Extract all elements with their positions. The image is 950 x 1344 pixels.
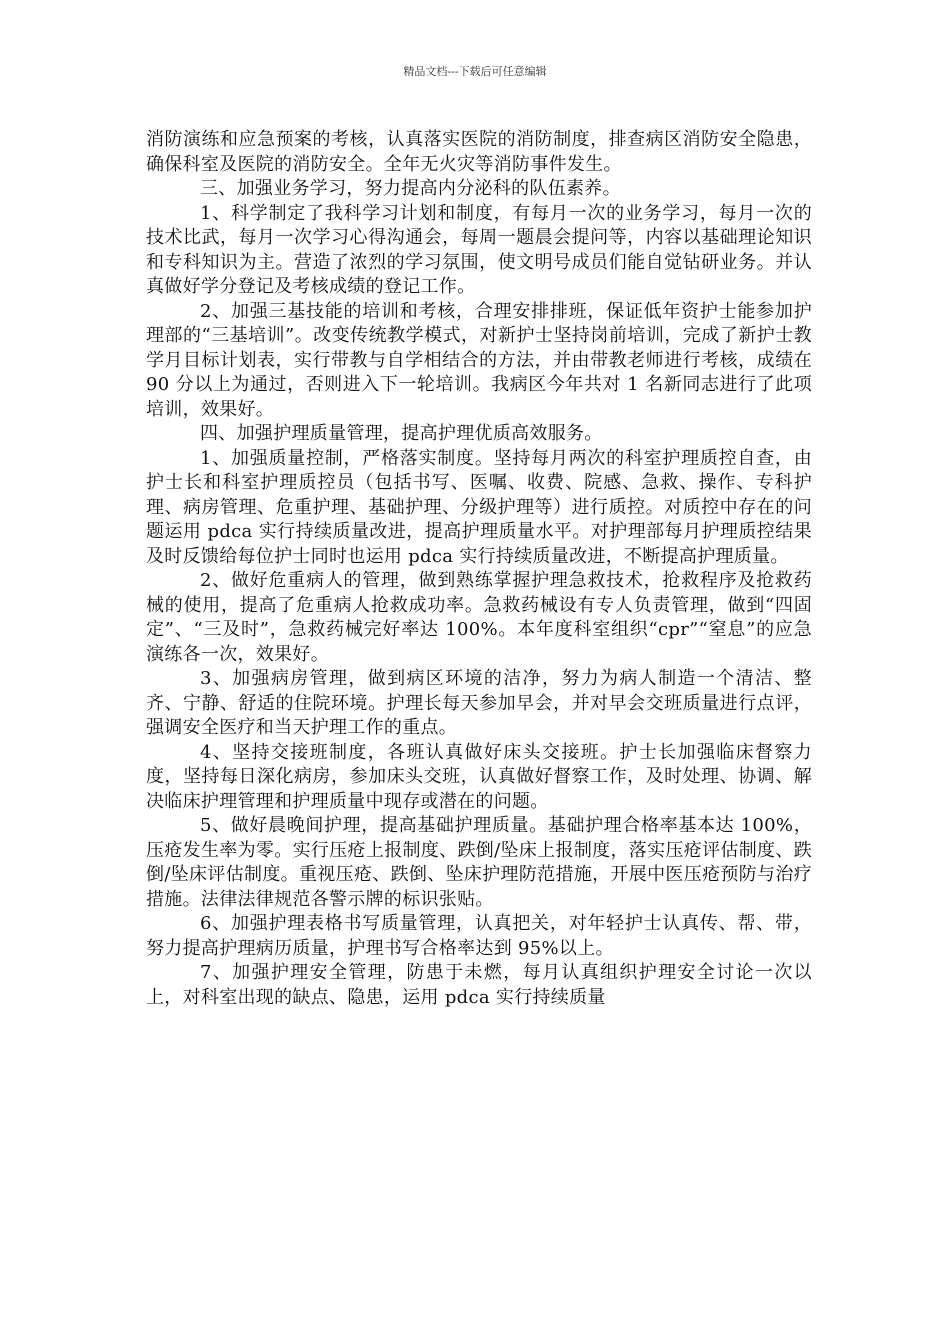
paragraph-4-5: 5、做好晨晚间护理，提高基础护理质量。基础护理合格率基本达 100%，压疮发生率为零。实行压疮上报制度、跌倒/坠床上报制度，落实压疮评估制度、跌倒/坠床评估制度。重视压疮、跌倒、坠床护理防范措施，开展中医压疮预防与治疗措施。法律法律规范各警示牌的标识张贴。 (146, 815, 812, 910)
page-header: 精品文档---下载后可任意编辑 (403, 65, 547, 78)
paragraph-3-1: 1、科学制定了我科学习计划和制度，有每月一次的业务学习，每月一次的技术比武，每月一次学习心得沟通会，每周一题晨会提问等，内容以基础理论知识和专科知识为主。营造了浓烈的学习氛围，使文明号成员们能自觉钻研业务。并认真做好学分登记及考核成绩的登记工作。 (146, 202, 812, 297)
paragraph-4-3: 3、加强病房管理，做到病区环境的洁净，努力为病人制造一个清洁、整齐、宁静、舒适的住院环境。护理长每天参加早会，并对早会交班质量进行点评，强调安全医疗和当天护理工作的重点。 (146, 668, 812, 738)
paragraph-4-7: 7、加强护理安全管理，防患于未燃，每月认真组织护理安全讨论一次以上，对科室出现的缺点、隐患，运用 pdca 实行持续质量 (146, 962, 812, 1008)
paragraph-3-2: 2、加强三基技能的培训和考核，合理安排排班，保证低年资护士能参加护理部的“三基培训”。改变传统教学模式，对新护士坚持岗前培训，完成了新护士教学月目标计划表，实行带教与自学相结合的方法，并由带教老师进行考核，成绩在 90 分以上为通过，否则进入下一轮培训。我病区今年共对 1 名新同志进行了此项培训，效果好。 (146, 300, 812, 420)
paragraph-4-6: 6、加强护理表格书写质量管理，认真把关，对年轻护士认真传、帮、带，努力提高护理病历质量，护理书写合格率达到 95%以上。 (146, 913, 812, 959)
paragraph-4-4: 4、坚持交接班制度，各班认真做好床头交接班。护士长加强临床督察力度，坚持每日深化病房，参加床头交班，认真做好督察工作，及时处理、协调、解决临床护理管理和护理质量中现存或潜在的问题。 (146, 741, 812, 812)
section-heading-3: 三、加强业务学习，努力提高内分泌科的队伍素养。 (200, 178, 621, 199)
document-body (146, 128, 812, 1010)
paragraph-4-1: 1、加强质量控制，严格落实制度。坚持每月两次的科室护理质控自查，由护士长和科室护理质控员（包括书写、医嘱、收费、院感、急救、操作、专科护理、病房管理、危重护理、基础护理、分级护理等）进行质控。对质控中存在的问题运用 pdca 实行持续质量改进，提高护理质量水平。对护理部每月护理质控结果及时反馈给每位护士同时也运用 pdca 实行持续质量改进，不断提高护理质量。 (146, 447, 812, 567)
paragraph-fire-safety: 消防演练和应急预案的考核，认真落实医院的消防制度，排查病区消防安全隐患，确保科室及医院的消防安全。全年无火灾等消防事件发生。 (146, 129, 812, 175)
section-heading-4: 四、加强护理质量管理，提高护理优质高效服务。 (200, 423, 603, 444)
paragraph-4-2: 2、做好危重病人的管理，做到熟练掌握护理急救技术，抢救程序及抢救药械的使用，提高了危重病人抢救成功率。急救药械设有专人负责管理，做到“四固定”、“三及时”，急救药械完好率达 100%。本年度科室组织“cpr”“窒息”的应急演练各一次，效果好。 (146, 570, 812, 665)
